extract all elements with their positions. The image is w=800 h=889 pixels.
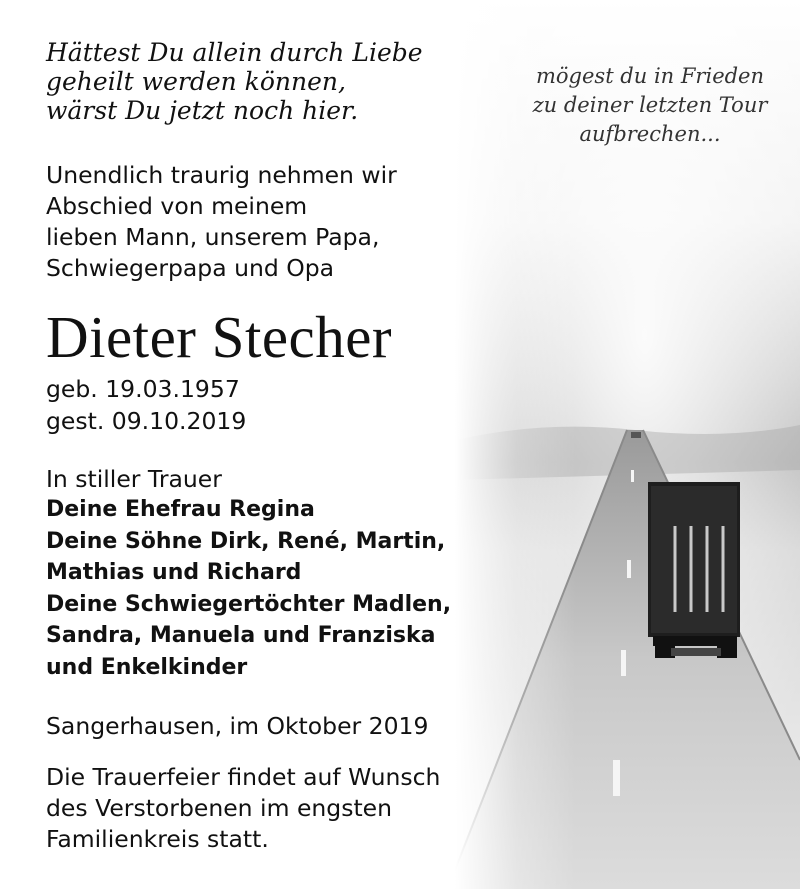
photo-quote-line: mögest du in Frieden xyxy=(535,64,765,88)
photo-quote xyxy=(495,62,800,149)
intro-line: Schwiegerpapa und Opa xyxy=(46,254,335,282)
photo-quote-line: zu deiner letzten Tour xyxy=(532,93,768,117)
mourner-line: Deine Söhne Dirk, René, Martin, xyxy=(46,528,446,554)
notice-line: Die Trauerfeier findet auf Wunsch xyxy=(46,763,441,791)
mourner-line: Sandra, Manuela und Franziska xyxy=(46,623,436,648)
life-dates xyxy=(46,373,246,437)
intro-line: lieben Mann, unserem Papa, xyxy=(46,223,380,251)
mourner-line: Deine Ehefrau Regina xyxy=(46,497,315,522)
poem-line: geheilt werden können, xyxy=(46,67,346,96)
death-date: gest. 09.10.2019 xyxy=(46,407,247,435)
mourners-list xyxy=(46,494,451,683)
notice-line: Familienkreis statt. xyxy=(46,825,269,853)
deceased-name: Dieter Stecher xyxy=(46,304,393,370)
poem-line: wärst Du jetzt noch hier. xyxy=(46,96,359,125)
farewell-intro xyxy=(46,160,397,284)
mourning-intro: In stiller Trauer xyxy=(46,465,222,493)
mourner-line: und Enkelkinder xyxy=(46,654,248,680)
memorial-poem xyxy=(46,38,423,125)
mourner-line: Deine Schwiegertöchter Madlen, xyxy=(46,591,452,617)
intro-line: Unendlich traurig nehmen wir xyxy=(46,161,397,189)
notice-line: des Verstorbenen im engsten xyxy=(46,794,393,822)
photo-quote-line: aufbrechen... xyxy=(579,122,721,146)
birth-date: geb. 19.03.1957 xyxy=(46,375,240,403)
intro-line: Abschied von meinem xyxy=(46,192,308,220)
poem-line: Hättest Du allein durch Liebe xyxy=(46,38,423,67)
funeral-notice xyxy=(46,762,440,855)
place-and-date: Sangerhausen, im Oktober 2019 xyxy=(46,712,429,740)
mourner-line: Mathias und Richard xyxy=(46,560,302,585)
